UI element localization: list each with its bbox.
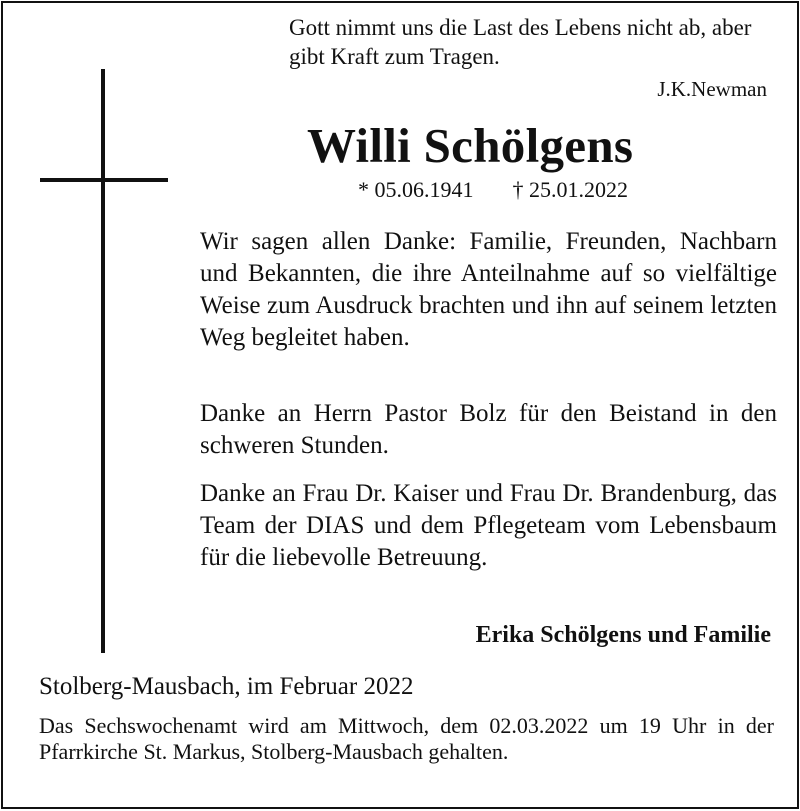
deceased-name: Willi Schölgens xyxy=(307,118,634,173)
cross-horizontal-bar xyxy=(40,178,168,182)
signature: Erika Schölgens und Familie xyxy=(475,622,771,648)
memorial-mass-notice: Das Sechswochenamt wird am Mittwoch, dem 02.03.2022 um 19 Uhr in der Pfarrkirche St. Markus, Stolberg-Mausbach gehalten. xyxy=(39,713,774,764)
birth-symbol: * xyxy=(358,177,369,202)
obituary-card xyxy=(1,1,799,809)
epigraph-author: J.K.Newman xyxy=(657,77,767,101)
thanks-paragraph-family: Wir sagen allen Danke: Familie, Freunden, Nachbarn und Bekannten, die ihre Anteilnahme auf so vielfältige Weise zum Ausdruck brachten und ihn auf seinem letzten Weg begleitet haben. xyxy=(200,228,777,351)
thanks-paragraph-pastor: Danke an Herrn Pastor Bolz für den Beistand in den schweren Stunden. xyxy=(200,400,777,459)
birth-date: 05.06.1941 xyxy=(374,177,474,202)
place-and-date: Stolberg-Mausbach, im Februar 2022 xyxy=(39,673,414,700)
death-date: 25.01.2022 xyxy=(529,177,628,202)
death-symbol: † xyxy=(512,177,524,202)
thanks-paragraph-care: Danke an Frau Dr. Kaiser und Frau Dr. Brandenburg, das Team der DIAS und dem Pflegeteam vom Lebensbaum für die liebevolle Betreuung. xyxy=(200,480,777,571)
life-dates xyxy=(358,176,628,204)
epigraph-quote: Gott nimmt uns die Last des Lebens nicht ab, aber gibt Kraft zum Tragen. xyxy=(289,15,752,69)
cross-vertical-bar xyxy=(101,69,105,653)
